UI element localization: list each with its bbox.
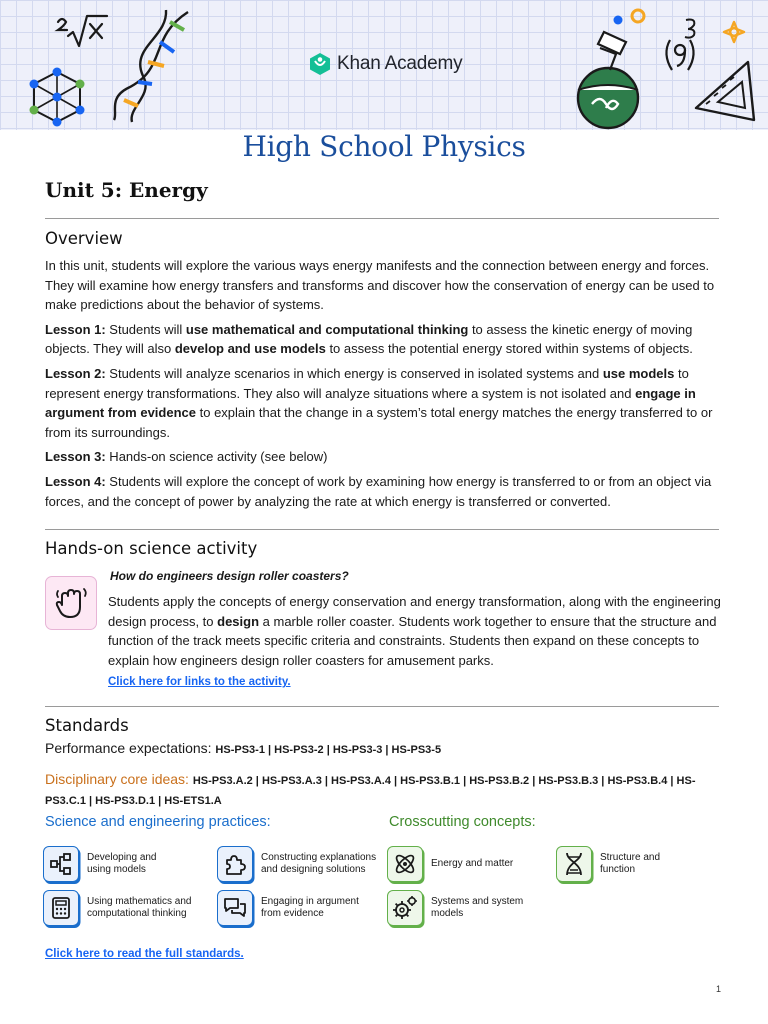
lesson-text: Students will analyze scenarios in which energy is conserved in isolated systems and <box>105 365 603 381</box>
pe-label: Performance expectations: <box>45 740 216 756</box>
lesson-1 <box>45 320 723 359</box>
practice-label: Constructing explanations and designing solutions <box>261 851 377 875</box>
concept-label: Energy and matter <box>431 857 514 869</box>
overview-intro: In this unit, students will explore the various ways energy manifests and the connection between energy and forces. They will examine how energy transfers and transforms and discover how the conservation of energy can be used to make predictions about the behavior of systems. <box>45 258 715 313</box>
concept-label: Structure and function <box>600 851 661 875</box>
lesson-emphasis: use mathematical and computational thinking <box>185 321 469 337</box>
dna-helix-icon <box>108 8 198 124</box>
lesson-text: to explain that the change in a system’s total energy matches the energy transferred to or from its surroundings. <box>45 405 713 440</box>
gears-icon <box>387 890 423 926</box>
speech-bubbles-icon <box>217 890 253 926</box>
practice-item <box>217 846 376 882</box>
standards-heading: Standards <box>45 716 129 735</box>
pe-codes: HS-PS3-1 | HS-PS3-2 | HS-PS3-3 | HS-PS3-5 <box>215 744 442 756</box>
concepts-heading: Crosscutting concepts: <box>389 814 536 830</box>
khan-logo-icon <box>309 52 331 76</box>
lesson-emphasis: engage in argument from evidence <box>45 385 696 421</box>
flask-icon <box>570 4 650 130</box>
lesson-text: to assess the potential energy stored within systems of objects. <box>325 341 693 357</box>
lesson-emphasis: develop and use models <box>174 341 326 357</box>
practice-label: Developing and using models <box>87 851 157 875</box>
concept-item <box>387 846 513 882</box>
lesson-4 <box>45 472 723 511</box>
performance-expectations <box>45 740 441 756</box>
page-title: High School Physics <box>242 130 526 163</box>
practice-label: Using mathematics and computational thinking <box>87 895 192 919</box>
lesson-label: Lesson 1: <box>45 321 106 337</box>
overview-heading: Overview <box>45 229 123 248</box>
divider <box>45 218 719 219</box>
dna-icon <box>556 846 592 882</box>
logo-text: Khan Academy <box>337 53 463 74</box>
divider <box>45 529 719 530</box>
practices-heading: Science and engineering practices: <box>45 814 271 830</box>
practice-item <box>217 890 359 926</box>
lesson-text: Students will explore the concept of work by examining how energy is transferred to or from an object via forces, and the concept of power by analyzing the rate at which energy is transferred or converted. <box>45 473 712 509</box>
divider <box>45 706 719 707</box>
page-number: 1 <box>716 984 722 994</box>
activity-link[interactable]: Click here for links to the activity. <box>108 676 291 689</box>
square-root-icon <box>54 14 110 52</box>
practice-item <box>43 846 157 882</box>
concept-label: Systems and system models <box>431 895 524 919</box>
lesson-emphasis: use models <box>602 365 675 381</box>
activity-emphasis: design <box>217 613 260 629</box>
khan-academy-logo <box>309 52 462 76</box>
dci-codes: HS-PS3.A.2 | HS-PS3.A.3 | HS-PS3.A.4 | HS-PS3.B.1 | HS-PS3.B.2 | HS-PS3.B.3 | HS-PS3.B.4 | HS-PS3.C.1 | HS-PS3.D.1 | HS-ETS1.A <box>45 775 696 807</box>
practice-label: Engaging in argument from evidence <box>261 895 359 919</box>
sparkle-icon <box>722 20 746 44</box>
lesson-label: Lesson 2: <box>45 365 106 381</box>
lesson-text: Students will <box>105 321 186 337</box>
concept-item <box>387 890 523 926</box>
activity-text: Students apply the concepts of energy conservation and energy transformation, along with the engineering design process, to <box>108 594 721 629</box>
lesson-2 <box>45 364 723 442</box>
triangle-ruler-icon <box>690 58 760 124</box>
atom-icon <box>387 846 423 882</box>
full-standards-link-wrap <box>45 944 244 962</box>
hand-icon <box>53 585 89 621</box>
disciplinary-core-ideas <box>45 770 725 810</box>
lesson-label: Lesson 3: <box>45 449 106 465</box>
dci-label: Disciplinary core ideas: <box>45 771 193 787</box>
full-standards-link[interactable]: Click here to read the full standards. <box>45 948 244 960</box>
activity-question: How do engineers design roller coasters? <box>110 569 349 583</box>
concept-item <box>556 846 660 882</box>
overview-body <box>45 256 723 516</box>
lesson-text: to represent energy transformations. They also will analyze situations where a system is not isolated and <box>45 365 689 401</box>
activity-description <box>108 592 726 693</box>
practice-item <box>43 890 192 926</box>
activity-icon-box <box>45 576 97 630</box>
unit-title: Unit 5: Energy <box>45 178 208 202</box>
calculator-icon <box>43 890 79 926</box>
lesson-text: to assess the kinetic energy of moving objects. They will also <box>45 321 693 357</box>
molecule-icon <box>24 66 90 128</box>
activity-heading: Hands-on science activity <box>45 539 258 558</box>
lesson-3 <box>45 447 723 467</box>
puzzle-icon <box>217 846 253 882</box>
models-icon <box>43 846 79 882</box>
activity-text: a marble roller coaster. Students work together to ensure that the structure and function of the track meets specific criteria and constraints. Students then expand on these concepts to explain how engineers design roller coasters for amusement parks. <box>108 613 717 668</box>
lesson-label: Lesson 4: <box>45 473 106 489</box>
header-banner <box>0 0 768 130</box>
lesson-text: Hands-on science activity (see below) <box>105 449 328 465</box>
